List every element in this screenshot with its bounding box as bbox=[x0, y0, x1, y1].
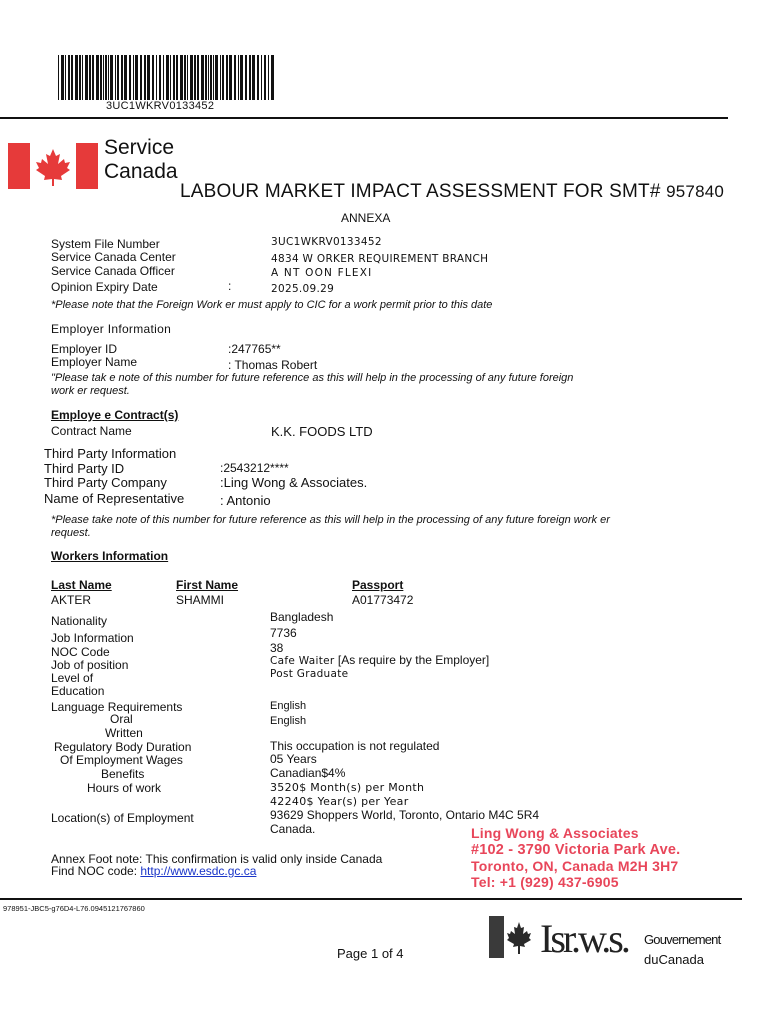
employer-id-value: :247765** bbox=[228, 342, 281, 356]
col-first-name: First Name bbox=[176, 578, 239, 592]
label-written: Written bbox=[105, 726, 143, 740]
barcode-bar bbox=[58, 55, 59, 100]
value-system-file-number: 3UC1WKRV0133452 bbox=[271, 236, 382, 248]
value-location-line1: 93629 Shoppers World, Toronto, Ontario M4C 5R4 bbox=[270, 808, 540, 822]
workers-info-heading: Workers Information bbox=[51, 549, 169, 563]
barcode-bar bbox=[264, 55, 266, 100]
label-service-canada-center: Service Canada Center bbox=[51, 250, 176, 264]
barcode-bar bbox=[144, 55, 146, 100]
barcode-bar bbox=[129, 55, 131, 100]
value-location-line2: Canada. bbox=[270, 822, 316, 836]
label-job-information: Job Information bbox=[51, 631, 134, 645]
value-oral: English bbox=[270, 700, 307, 712]
value-job-of-position bbox=[270, 653, 489, 667]
label-employment-wages: Of Employment Wages bbox=[60, 753, 183, 767]
barcode-bar bbox=[79, 55, 81, 100]
barcode-bar bbox=[245, 55, 247, 100]
value-service-canada-officer: A NT OON FLEXI bbox=[271, 267, 373, 279]
barcode-bar bbox=[170, 55, 171, 100]
annex-footnote: Annex Foot note: This confirmation is valid only inside Canada bbox=[51, 852, 383, 866]
barcode-bar bbox=[140, 55, 142, 100]
barcode-bar bbox=[68, 55, 70, 100]
gov-line1: Gouvernement bbox=[644, 932, 721, 947]
barcode-bar bbox=[205, 55, 207, 100]
label-location-of-employment: Location(s) of Employment bbox=[51, 811, 194, 825]
barcode-bar bbox=[229, 55, 232, 100]
barcode-bar bbox=[210, 55, 212, 100]
annex-label: ANNEXA bbox=[341, 211, 391, 225]
barcode-bar bbox=[115, 55, 116, 100]
stamp-address: #102 - 3790 Victoria Park Ave. bbox=[471, 842, 681, 858]
footer-reference: 978951-JBC5-g76D4-L76.0945121767860 bbox=[3, 904, 145, 913]
third-party-id-value: :2543212**** bbox=[220, 461, 289, 475]
col-passport: Passport bbox=[352, 578, 404, 592]
job-title: Cafe Waiter bbox=[270, 655, 335, 667]
esdc-link[interactable]: http://www.esdc.gc.ca bbox=[140, 864, 257, 878]
barcode-bar bbox=[268, 55, 269, 100]
barcode-bar bbox=[75, 55, 78, 100]
maple-leaf-icon bbox=[506, 920, 532, 956]
barcode-number: 3UC1WKRV0133452 bbox=[106, 100, 215, 112]
barcode-bar bbox=[173, 55, 175, 100]
label-nationality: Nationality bbox=[51, 614, 108, 628]
barcode-bar bbox=[133, 55, 134, 100]
value-wages: Canadian$4% bbox=[270, 766, 346, 780]
barcode-bar bbox=[197, 55, 199, 100]
barcode-bar bbox=[166, 55, 169, 100]
value-service-canada-center: 4834 W ORKER REQUIREMENT BRANCH bbox=[271, 253, 489, 265]
value-hours-month: 3520$ Month(s) per Month bbox=[270, 781, 425, 794]
barcode-bar bbox=[108, 55, 109, 100]
employee-contracts-heading: Employe e Contract(s) bbox=[51, 408, 179, 422]
job-note: [As require by the Employer] bbox=[334, 653, 490, 667]
label-regulatory-body-duration: Regulatory Body Duration bbox=[54, 740, 192, 754]
barcode-bar bbox=[190, 55, 193, 100]
find-noc-line bbox=[51, 864, 256, 878]
barcode-bar bbox=[61, 55, 64, 100]
page-title bbox=[180, 181, 724, 203]
barcode-bar bbox=[261, 55, 262, 100]
barcode-bar bbox=[121, 55, 123, 100]
label-oral: Oral bbox=[110, 712, 133, 726]
barcode-bar bbox=[92, 55, 94, 100]
page-number: Page 1 of 4 bbox=[337, 946, 404, 961]
barcode-bar bbox=[147, 55, 150, 100]
label-education: Education bbox=[51, 684, 105, 698]
value-noc-code: 38 bbox=[270, 641, 284, 655]
third-party-company-value: :Ling Wong & Associates. bbox=[220, 475, 368, 490]
employer-info-heading: Employer Information bbox=[51, 322, 172, 336]
barcode-bar bbox=[82, 55, 83, 100]
bottom-rule bbox=[0, 898, 742, 900]
barcode-bar bbox=[201, 55, 204, 100]
stamp-city: Toronto, ON, Canada M2H 3H7 bbox=[471, 858, 679, 874]
barcode-bar bbox=[271, 55, 274, 100]
label-service-canada-officer: Service Canada Officer bbox=[51, 264, 175, 278]
barcode-bar bbox=[110, 55, 113, 100]
barcode-bar bbox=[85, 55, 88, 100]
barcode-bar bbox=[238, 55, 239, 100]
expiry-colon: : bbox=[228, 279, 232, 293]
barcode-bar bbox=[124, 55, 127, 100]
barcode-bar bbox=[226, 55, 228, 100]
barcode-bar bbox=[96, 55, 99, 100]
value-education: Post Graduate bbox=[270, 668, 349, 680]
barcode bbox=[58, 55, 276, 100]
barcode-bar bbox=[213, 55, 214, 100]
barcode-bar bbox=[180, 55, 183, 100]
third-party-note-line1: *Please take note of this number for future reference as this will help in the processing of any future foreign work er bbox=[51, 514, 610, 526]
barcode-bar bbox=[159, 55, 161, 100]
label-job-of-position: Job of position bbox=[51, 658, 129, 672]
contract-name-value: K.K. FOODS LTD bbox=[271, 424, 373, 439]
top-rule bbox=[0, 117, 728, 119]
barcode-bar bbox=[89, 55, 91, 100]
barcode-bar bbox=[71, 55, 73, 100]
barcode-bar bbox=[163, 55, 164, 100]
barcode-bar bbox=[100, 55, 102, 100]
barcode-bar bbox=[156, 55, 157, 100]
barcode-bar bbox=[240, 55, 243, 100]
col-last-name: Last Name bbox=[51, 578, 112, 592]
barcode-bar bbox=[103, 55, 104, 100]
stamp-company: Ling Wong & Associates bbox=[471, 825, 639, 841]
barcode-bar bbox=[208, 55, 209, 100]
barcode-bar bbox=[152, 55, 154, 100]
label-noc-code: NOC Code bbox=[51, 645, 110, 659]
third-party-company-label: Third Party Company bbox=[44, 475, 167, 490]
worker-last-name: AKTER bbox=[51, 593, 92, 607]
value-opinion-expiry-date: 2025.09.29 bbox=[271, 283, 335, 295]
value-written: English bbox=[270, 715, 307, 727]
barcode-bar bbox=[252, 55, 255, 100]
representative-value: : Antonio bbox=[220, 493, 271, 508]
value-nationality: Bangladesh bbox=[270, 610, 334, 624]
label-opinion-expiry-date: Opinion Expiry Date bbox=[51, 280, 158, 294]
worker-passport: A01773472 bbox=[352, 593, 414, 607]
employer-id-label: Employer ID bbox=[51, 342, 118, 356]
barcode-bar bbox=[105, 55, 107, 100]
employer-name-value: : Thomas Robert bbox=[228, 358, 318, 372]
label-benefits: Benefits bbox=[101, 767, 145, 781]
title-text: LABOUR MARKET IMPACT ASSESSMENT FOR SMT# bbox=[180, 181, 661, 202]
value-hours-year: 42240$ Year(s) per Year bbox=[270, 795, 409, 808]
barcode-bar bbox=[222, 55, 224, 100]
find-noc-label: Find NOC code: bbox=[51, 864, 141, 878]
employer-name-label: Employer Name bbox=[51, 355, 138, 369]
value-duration: 05 Years bbox=[270, 752, 317, 766]
title-number: 957840 bbox=[666, 182, 725, 201]
employer-note-line2: work er request. bbox=[51, 385, 130, 397]
employer-note-line1: "Please tak e note of this number for future reference as this will help in the processing of any future foreign bbox=[51, 372, 574, 384]
third-party-note-line2: request. bbox=[51, 527, 91, 539]
barcode-bar bbox=[215, 55, 218, 100]
label-hours-of-work: Hours of work bbox=[87, 781, 162, 795]
third-party-id-label: Third Party ID bbox=[44, 461, 125, 476]
barcode-bar bbox=[135, 55, 138, 100]
label-system-file-number: System File Number bbox=[51, 237, 160, 251]
value-job-information: 7736 bbox=[270, 626, 297, 640]
barcode-bar bbox=[184, 55, 186, 100]
barcode-bar bbox=[194, 55, 196, 100]
contract-name-label: Contract Name bbox=[51, 424, 132, 438]
barcode-bar bbox=[187, 55, 188, 100]
barcode-bar bbox=[220, 55, 221, 100]
worker-first-name: SHAMMI bbox=[176, 593, 224, 607]
stamp-phone: Tel: +1 (929) 437-6905 bbox=[471, 874, 619, 890]
value-regulatory: This occupation is not regulated bbox=[270, 739, 440, 753]
gov-line2: duCanada bbox=[644, 952, 704, 967]
logo-bar bbox=[489, 916, 504, 958]
barcode-bar bbox=[117, 55, 119, 100]
barcode-bar bbox=[257, 55, 259, 100]
canada-flag-icon bbox=[8, 143, 98, 189]
cic-work-permit-note: *Please note that the Foreign Work er must apply to CIC for a work permit prior to this date bbox=[51, 299, 493, 311]
brand-service: Service bbox=[104, 136, 175, 159]
logo-wordmark: Isr.w.s. bbox=[540, 916, 628, 961]
barcode-bar bbox=[65, 55, 66, 100]
barcode-bar bbox=[249, 55, 251, 100]
barcode-bar bbox=[176, 55, 178, 100]
label-level-of: Level of bbox=[51, 671, 94, 685]
representative-label: Name of Representative bbox=[44, 491, 185, 506]
brand-canada: Canada bbox=[104, 160, 178, 183]
barcode-bar bbox=[234, 55, 236, 100]
label-language-requirements: Language Requirements bbox=[51, 700, 183, 714]
third-party-heading: Third Party Information bbox=[44, 446, 177, 461]
